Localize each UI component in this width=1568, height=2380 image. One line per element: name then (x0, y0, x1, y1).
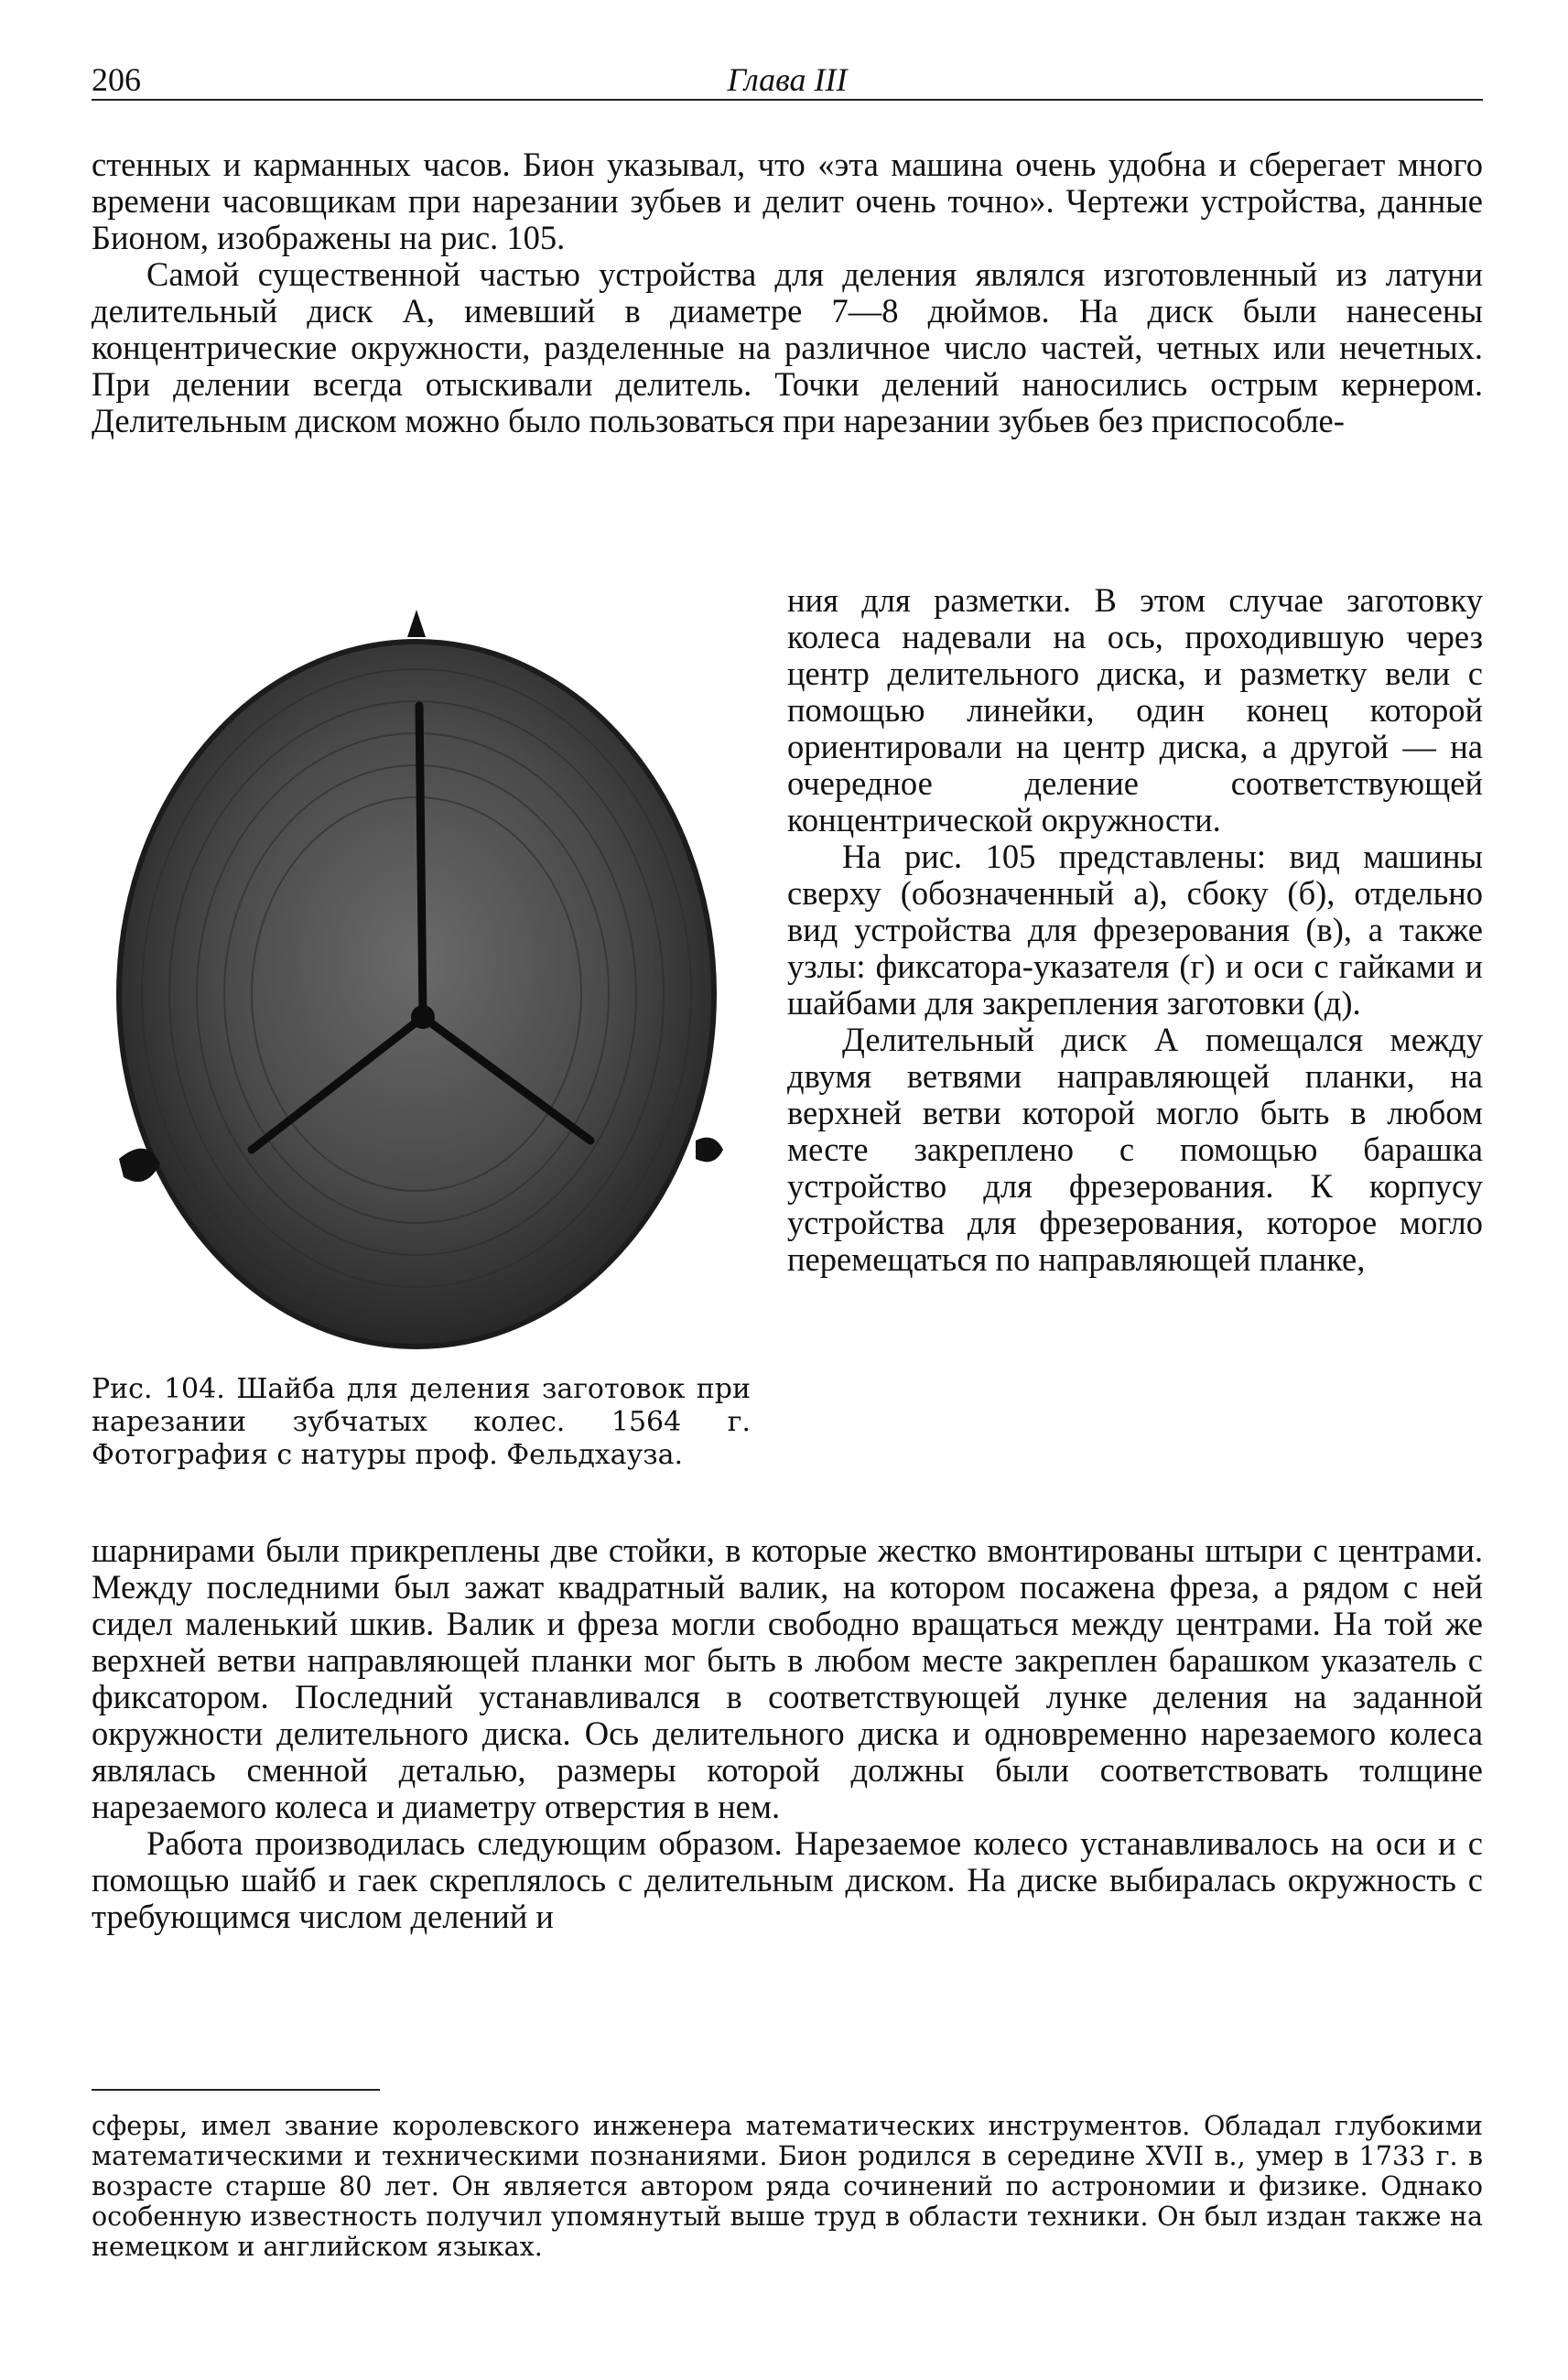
footnote: сферы, имел звание королевского инженера математических инструментов. Обладал глубокими математическими и техническими познаниями. Бион родился в середине XVII в., умер в 1733 г. в возрасте старше 80 лет. Он является автором ряда сочинений по астрономии и физике. Однако особенную известность получил упомянутый выше труд в области техники. Он был издан также на немецком и английском языках. (92, 2111, 1483, 2262)
paragraph-4-end: шарнирами были прикреплены две стойки, в которые жестко вмонтированы штыри с центрами. Между последними был зажат квадратный валик, на котором посажена фреза, а рядом с ней сидел маленький шкив. Валик и фреза могли свободно вращаться между центрами. На той же верхней ветви направляющей планки мог быть в любом месте закреплен барашком указатель с фиксатором. Последний устанавливался в соответствующей лунке деления на заданной окружности делительного диска. Ось делительного диска и одновременно нарезаемого колеса являлась сменной деталью, размеры которой должны были соответствовать толщине нарезаемого колеса и диаметру отверстия в нем. (92, 1531, 1483, 1825)
figure-caption: Рис. 104. Шайба для деления заготовок при нарезании зубчатых колес. 1564 г. Фотография с натуры проф. Фельдхауза. (92, 1373, 751, 1471)
paragraph-4-start: Делительный диск А помещался между двумя ветвями направляющей планки, на верхней ветви которой могло быть в любом месте закреплено с помощью барашка устройство для фрезерования. К корпусу устройства для фрезерования, которое могло перемещаться по направляющей планке, (787, 1021, 1483, 1278)
bottom-text-block (92, 1532, 1483, 1935)
figure-104 (92, 582, 760, 1534)
top-text-block (92, 146, 1483, 439)
page-number: 206 (92, 61, 141, 98)
paragraph-2: Самой существенной частью устройства для деления являлся изготовленный из латуни делительный диск А, имевший в диаметре 7—8 дюймов. На диск были нанесены концентрические окружности, разделенные на различное число частей, четных или нечетных. При делении всегда отыскивали делитель. Точки делений наносились острым кернером. Делительным диском можно было пользоваться при нарезании зубьев без приспособле- (92, 255, 1483, 439)
page-header (92, 53, 1483, 101)
right-hook-icon (696, 1138, 723, 1163)
center-hub (411, 1005, 435, 1029)
footnote-rule (92, 2089, 380, 2091)
paragraph-3: На рис. 105 представлены: вид машины сверху (обозначенный а), сбоку (б), отдельно вид устройства для фрезерования (в), а также узлы: фиксатора-указателя (г) и оси с гайками и шайбами для закрепления заготовки (д). (787, 838, 1483, 1022)
top-knob-icon (407, 610, 426, 637)
paragraph-1: стенных и карманных часов. Бион указывал, что «эта машина очень удобна и сберегает много времени часовщикам при нарезании зубьев и делит очень точно». Чертежи устройства, данные Бионом, изображены на рис. 105. (92, 146, 1483, 256)
dividing-disc-photo (92, 600, 751, 1369)
figure-wrap-block (92, 582, 1483, 1534)
paragraph-5: Работа производилась следующим образом. Нарезаемое колесо устанавливалось на оси и с помощью шайб и гаек скреплялось с делительным диском. На диске выбиралась окружность с требующимся числом делений и (92, 1824, 1483, 1935)
running-head: Глава III (727, 61, 848, 98)
paragraph-2-continued: ния для разметки. В этом случае заготовку колеса надевали на ось, проходившую через центр делительного диска, и разметку вели с помощью линейки, один конец которой ориентировали на центр диска, а другой — на очередное деление соответствующей концентрической окружности. (787, 581, 1483, 838)
